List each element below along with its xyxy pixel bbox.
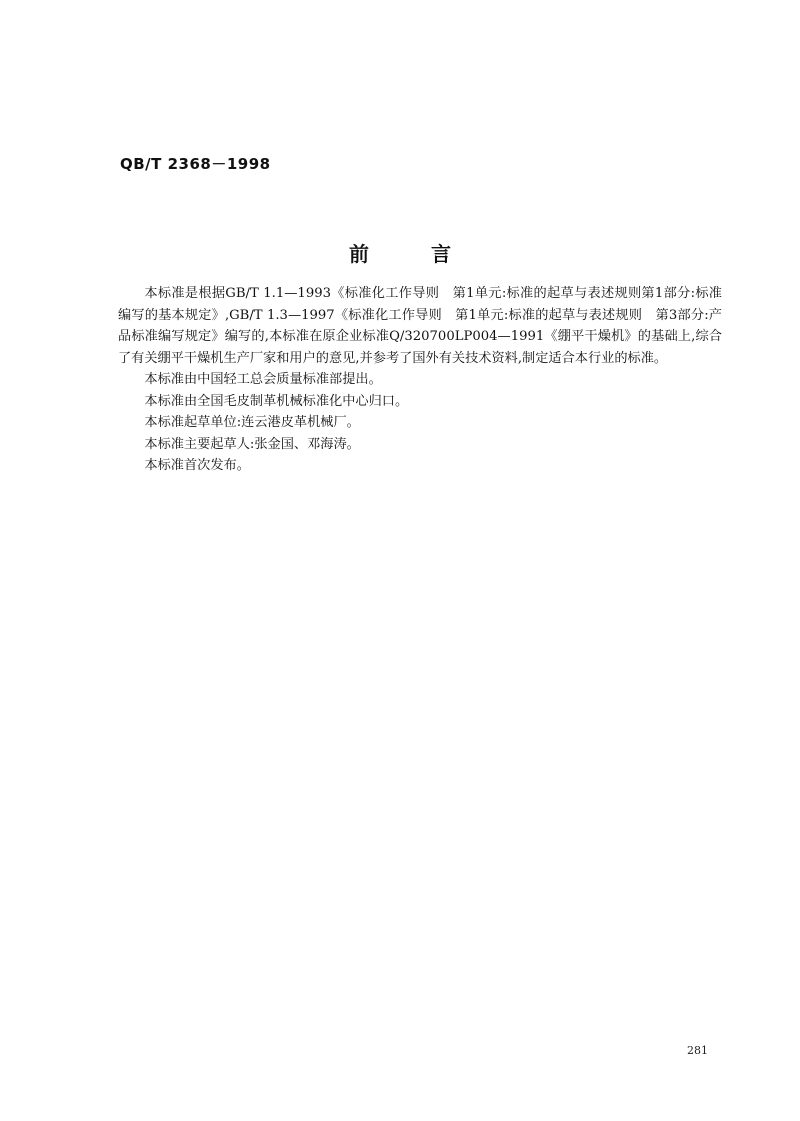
foreword-body: [118, 283, 722, 477]
title-char-2: 言: [431, 242, 451, 266]
paragraph-basis: 本标准是根据GB/T 1.1—1993《标准化工作导则 第1单元:标准的起草与表述规则第1部分:标准编写的基本规定》,GB/T 1.3—1997《标准化工作导则 第1单元:标准的起草与表述规则 第3部分:产品标准编写规定》编写的,本标准在原企业标准Q/320700LP004—1991《绷平干燥机》的基础上,综合了有关绷平干燥机生产厂家和用户的意见,并参考了国外有关技术资料,制定适合本行业的标准。: [118, 286, 722, 366]
title-char-1: 前: [349, 242, 369, 266]
page-number: 281: [687, 1044, 708, 1057]
paragraph-drafters: 本标准主要起草人:张金国、邓海涛。: [144, 436, 360, 452]
paragraph-proposer: 本标准由中国轻工总会质量标准部提出。: [144, 372, 382, 387]
paragraph-drafting-unit: 本标准起草单位:连云港皮革机械厂。: [144, 415, 360, 430]
paragraph-administrator: 本标准由全国毛皮制革机械标准化中心归口。: [144, 393, 409, 409]
paragraph-first-release: 本标准首次发布。: [144, 458, 250, 473]
page-title: [0, 238, 800, 267]
standard-code: QB/T 2368－1998: [120, 155, 271, 173]
